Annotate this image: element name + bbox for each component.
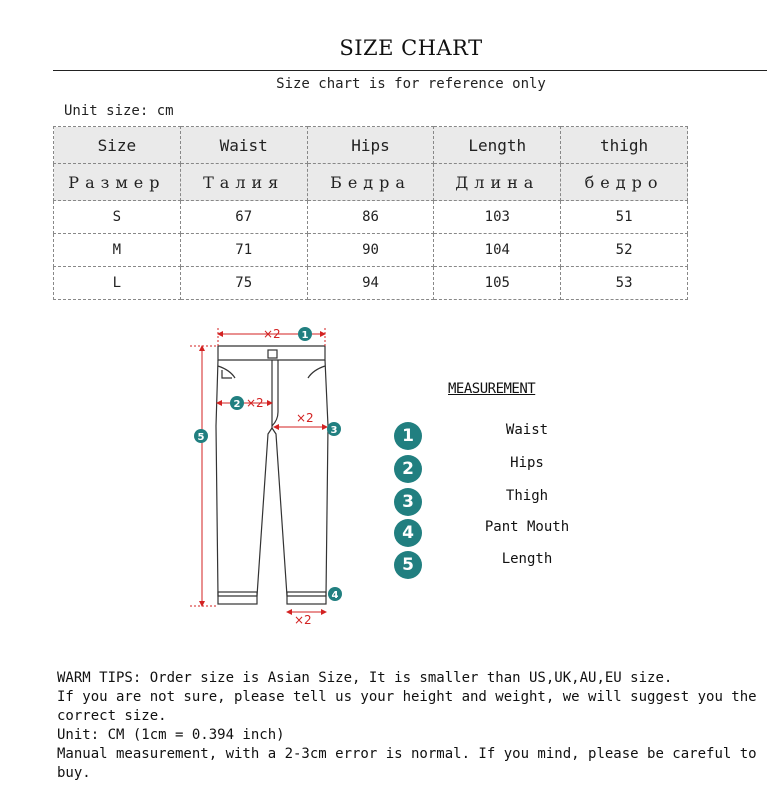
hips-multiplier: ×2: [246, 396, 264, 410]
number-2-icon: 2: [394, 455, 422, 483]
measurement-label: Length: [501, 551, 553, 567]
header-length-ru: Длина: [434, 164, 561, 201]
table-cell: 52: [561, 234, 688, 267]
length-measure-arrow: [190, 346, 218, 606]
unit-label: Unit size: cm: [64, 103, 174, 119]
measurement-item: [394, 488, 624, 516]
table-header-row: [54, 127, 688, 164]
svg-text:1: 1: [301, 330, 309, 341]
subtitle: Size chart is for reference only: [276, 76, 546, 92]
tip-line: WARM TIPS: Order size is Asian Size, It is smaller than US,UK,AU,EU size.: [57, 670, 673, 686]
marker-3-icon: [327, 422, 341, 436]
table-cell: 71: [180, 234, 307, 267]
table-cell: 51: [561, 201, 688, 234]
header-size: Size: [54, 127, 181, 164]
table-row: [54, 267, 688, 300]
table-cell: 75: [180, 267, 307, 300]
svg-text:2: 2: [233, 399, 241, 410]
table-row: [54, 201, 688, 234]
measurement-item: [394, 519, 624, 547]
marker-1-icon: [298, 327, 312, 341]
table-cell: 90: [307, 234, 434, 267]
table-cell: 105: [434, 267, 561, 300]
number-1-icon: 1: [394, 422, 422, 450]
measurement-label: Thigh: [505, 488, 549, 504]
measurement-label: Hips: [510, 455, 544, 471]
tip-line: Manual measurement, with a 2-3cm error is normal. If you mind, please be careful to buy.: [57, 746, 766, 781]
warm-tips: [57, 669, 767, 783]
page-title: SIZE CHART: [339, 36, 483, 60]
marker-2-icon: [230, 396, 244, 410]
svg-text:5: 5: [197, 432, 205, 443]
waist-multiplier: ×2: [263, 327, 281, 341]
table-cell: 104: [434, 234, 561, 267]
number-3-icon: 3: [394, 488, 422, 516]
measurement-item: [394, 455, 624, 483]
table-header-row-ru: [54, 164, 688, 201]
title-divider: [53, 70, 767, 71]
table-cell: 67: [180, 201, 307, 234]
table-cell: M: [54, 234, 181, 267]
measurement-item: [394, 551, 624, 579]
marker-4-icon: [328, 587, 342, 601]
header-waist-ru: Талия: [180, 164, 307, 201]
number-5-icon: 5: [394, 551, 422, 579]
measurement-label: Pant Mouth: [484, 519, 570, 535]
pants-diagram: [180, 316, 360, 632]
marker-5-icon: [194, 429, 208, 443]
header-size-ru: Размер: [54, 164, 181, 201]
measurement-item: [394, 422, 624, 450]
header-hips: Hips: [307, 127, 434, 164]
table-cell: L: [54, 267, 181, 300]
table-row: [54, 234, 688, 267]
header-length: Length: [434, 127, 561, 164]
tip-line: If you are not sure, please tell us your height and weight, we will suggest you the correct size.: [57, 689, 766, 724]
size-table: [53, 126, 688, 300]
header-hips-ru: Бедра: [307, 164, 434, 201]
table-cell: 86: [307, 201, 434, 234]
svg-text:4: 4: [331, 590, 339, 601]
pant-mouth-multiplier: ×2: [294, 613, 312, 627]
header-thigh: thigh: [561, 127, 688, 164]
table-cell: S: [54, 201, 181, 234]
table-cell: 94: [307, 267, 434, 300]
svg-text:3: 3: [330, 425, 338, 436]
pants-outline: [216, 346, 328, 604]
measurement-title: MEASUREMENT: [448, 381, 536, 397]
tip-line: Unit: CM (1cm = 0.394 inch): [57, 727, 285, 743]
table-cell: 103: [434, 201, 561, 234]
table-cell: 53: [561, 267, 688, 300]
number-4-icon: 4: [394, 519, 422, 547]
thigh-multiplier: ×2: [296, 411, 314, 425]
header-waist: Waist: [180, 127, 307, 164]
header-thigh-ru: бедро: [561, 164, 688, 201]
measurement-label: Waist: [505, 422, 549, 438]
